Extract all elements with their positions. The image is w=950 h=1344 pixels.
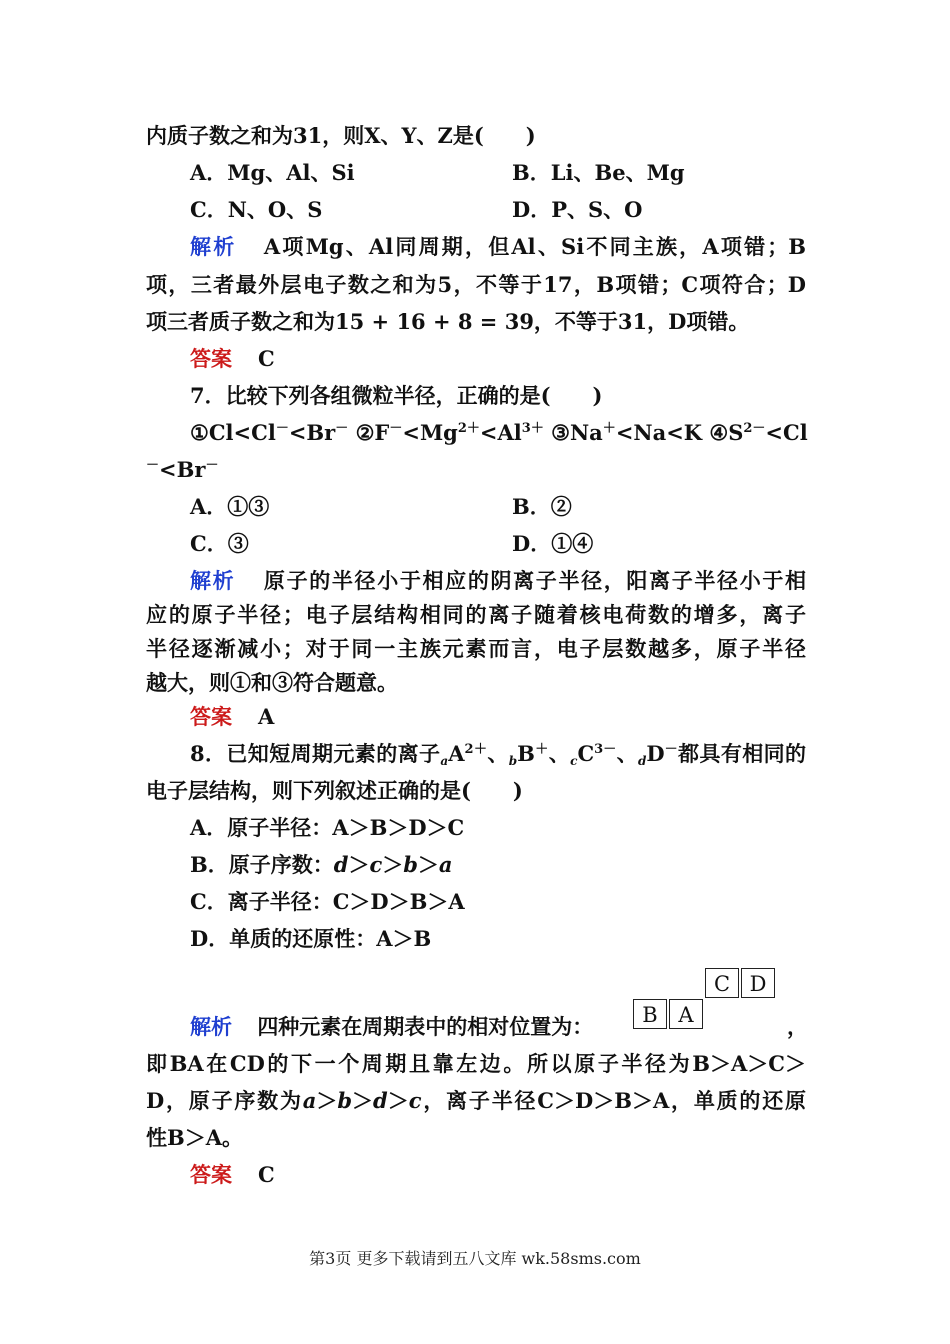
- table-cell-c: C: [705, 968, 739, 998]
- q8-option-b: B．原子序数：d＞c＞b＞a: [190, 852, 453, 877]
- q6-option-a: A．Mg、Al、Si: [190, 160, 355, 185]
- q8-option-d: D．单质的还原性：A＞B: [190, 926, 432, 951]
- q8-option-a: A．原子半径：A＞B＞D＞C: [190, 815, 465, 840]
- q7-analysis-line4: 越大，则①和③符合题意。: [146, 670, 398, 695]
- page-footer: 第3页 更多下载请到五八文库 wk.58sms.com: [309, 1249, 641, 1268]
- q6-option-c: C．N、O、S: [190, 197, 323, 222]
- table-cell-d: D: [741, 968, 775, 998]
- q6-answer-label: 答案: [190, 346, 232, 371]
- q7-items-line1: ①Cl<Cl－<Br－ $②F^-<Mg^{2+}<Al^{3+}$ ③Na＋<Na<K $④S^{2-}<Cl$: [190, 420, 808, 445]
- q6-option-b: B．Li、Be、Mg: [512, 160, 685, 185]
- q7-option-b: B．②: [512, 494, 572, 519]
- q7-analysis-line3: 半径逐渐减小；对于同一主族元素而言，电子层数越多，原子半径: [146, 636, 806, 661]
- q7-answer-value: A: [258, 704, 275, 729]
- q7-option-a: A．①③: [190, 494, 270, 519]
- q7-answer-label: 答案: [190, 704, 232, 729]
- q6-stem-tail: 内质子数之和为31，则X、Y、Z是( ): [146, 123, 536, 148]
- q8-answer: [0, 1160, 950, 1190]
- q7-analysis-line2: 应的原子半径；电子层结构相同的离子随着核电荷数的增多，离子: [146, 602, 806, 627]
- q6-analysis-line1: 解析 A项Mg、Al同周期，但Al、Si不同主族，A项错；B: [190, 234, 807, 259]
- q7-answer: [0, 702, 950, 732]
- q8-analysis-line2: 即BA在CD的下一个周期且靠左边。所以原子半径为B＞A＞C＞: [146, 1051, 806, 1076]
- q8-analysis-line3: D，原子序数为a＞b＞d＞c，离子半径C＞D＞B＞A，单质的还原: [146, 1088, 806, 1113]
- q7-option-c: C．③: [190, 531, 249, 556]
- q6-options-row2: [0, 195, 950, 225]
- q6-answer: [0, 344, 950, 374]
- q8-answer-label: 答案: [190, 1162, 232, 1187]
- q6-analysis-line3: 项三者质子数之和为15 + 16 + 8 = 39，不等于31，D项错。: [146, 309, 750, 334]
- table-cell-b: B: [633, 999, 667, 1029]
- q8-option-c: C．离子半径：C＞D＞B＞A: [190, 889, 465, 914]
- q8-answer-value: C: [258, 1162, 275, 1187]
- q7-items-line2: －<Br－: [146, 457, 219, 482]
- q8-stem-line1: 8．已知短周期元素的离子$_aA^{2+}$、$_b$B＋、$_cC^{3-}$、$_d$D－都具有相同的: [190, 741, 807, 768]
- q7-options-row2: [0, 529, 950, 559]
- q6-analysis-line2: 项，三者最外层电子数之和为5，不等于17，B项错；C项符合；D: [146, 272, 806, 297]
- q7-option-d: D．①④: [512, 531, 594, 556]
- q6-analysis-label: 解析: [190, 234, 237, 259]
- q6-answer-value: C: [258, 346, 275, 371]
- q6-options-row1: [0, 158, 950, 188]
- q7-stem: 7．比较下列各组微粒半径，正确的是( ): [190, 383, 603, 408]
- q7-analysis-line1: 解析 原子的半径小于相应的阴离子半径，阳离子半径小于相: [190, 568, 807, 593]
- q7-options-row1: [0, 492, 950, 522]
- q7-analysis-label: 解析: [190, 568, 236, 593]
- table-cell-a: A: [669, 999, 703, 1029]
- q8-stem-line2: 电子层结构，则下列叙述正确的是( ): [146, 778, 523, 803]
- q8-analysis-line1: 解析 四种元素在周期表中的相对位置为： ，: [190, 1014, 808, 1039]
- q8-analysis-label: 解析: [190, 1014, 232, 1039]
- q6-option-d: D．P、S、O: [512, 197, 643, 222]
- q8-analysis-line4: 性B＞A。: [146, 1125, 244, 1150]
